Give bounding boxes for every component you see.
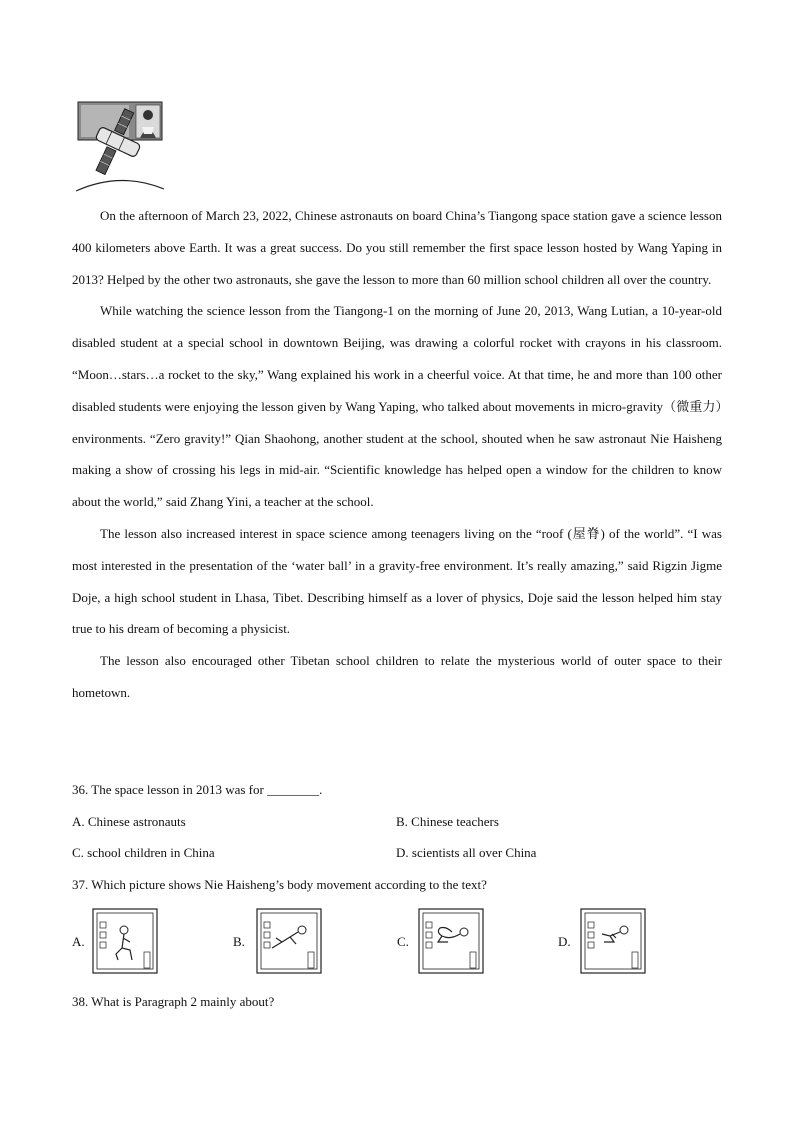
paragraph-3: The lesson also increased interest in space science among teenagers living on the “roof (屋脊) of the world”. “I was most interested in the presentation of the ‘water ball’ in a gravity-free environment. It’s really amazing,” said Rigzin Jigme Doje, a high school student in Lhasa, Tibet. Describing himself as a lover of physics, Doje said the lesson helped him stay true to his dream of becoming a physicist. <box>72 525 722 637</box>
q36-option-d[interactable]: D. scientists all over China <box>396 845 537 860</box>
q37-picture-b[interactable] <box>256 908 322 974</box>
space-station-illustration <box>76 101 164 192</box>
paragraph-4: The lesson also encouraged other Tibetan school children to relate the mysterious world of outer space to their hometown. <box>72 653 722 700</box>
question-36-stem: 36. The space lesson in 2013 was for ________. <box>72 782 323 797</box>
paragraph-1: On the afternoon of March 23, 2022, Chinese astronauts on board China’s Tiangong space station gave a science lesson 400 kilometers above Earth. It was a great success. Do you still remember the first space lesson hosted by Wang Yaping in 2013? Helped by the other two astronauts, she gave the lesson to more than 60 million school children all over the country. <box>72 208 722 287</box>
question-37-stem: 37. Which picture shows Nie Haisheng’s body movement according to the text? <box>72 877 487 892</box>
q36-option-b[interactable]: B. Chinese teachers <box>396 814 499 829</box>
q37-picture-c[interactable] <box>418 908 484 974</box>
q37-option-b-label[interactable]: B. <box>233 934 245 949</box>
paragraph-2: While watching the science lesson from the Tiangong-1 on the morning of June 20, 2013, Wang Lutian, a 10-year-old disabled student at a special school in downtown Beijing, was drawing a colorful rocket with crayons in his classroom. “Moon…stars…a rocket to the sky,” Wang explained his work in a cheerful voice. At that time, he and more than 100 other disabled students were enjoying the lesson given by Wang Yaping, who talked about movements in micro-gravity（微重力）environments. “Zero gravity!” Qian Shaohong, another student at the school, shouted when he saw astronaut Nie Haisheng making a show of crossing his legs in mid-air. “Scientific knowledge has helped open a window for the children to know about the world,” said Zhang Yini, a teacher at the school. <box>72 303 722 510</box>
q37-picture-d[interactable] <box>580 908 646 974</box>
q37-option-c-label[interactable]: C. <box>397 934 409 949</box>
q36-option-c[interactable]: C. school children in China <box>72 845 215 860</box>
q37-option-a-label[interactable]: A. <box>72 934 85 949</box>
q36-option-a[interactable]: A. Chinese astronauts <box>72 814 186 829</box>
reading-passage <box>72 200 722 709</box>
question-38-stem: 38. What is Paragraph 2 mainly about? <box>72 994 275 1009</box>
q37-option-d-label[interactable]: D. <box>558 934 571 949</box>
q37-picture-a[interactable] <box>92 908 158 974</box>
